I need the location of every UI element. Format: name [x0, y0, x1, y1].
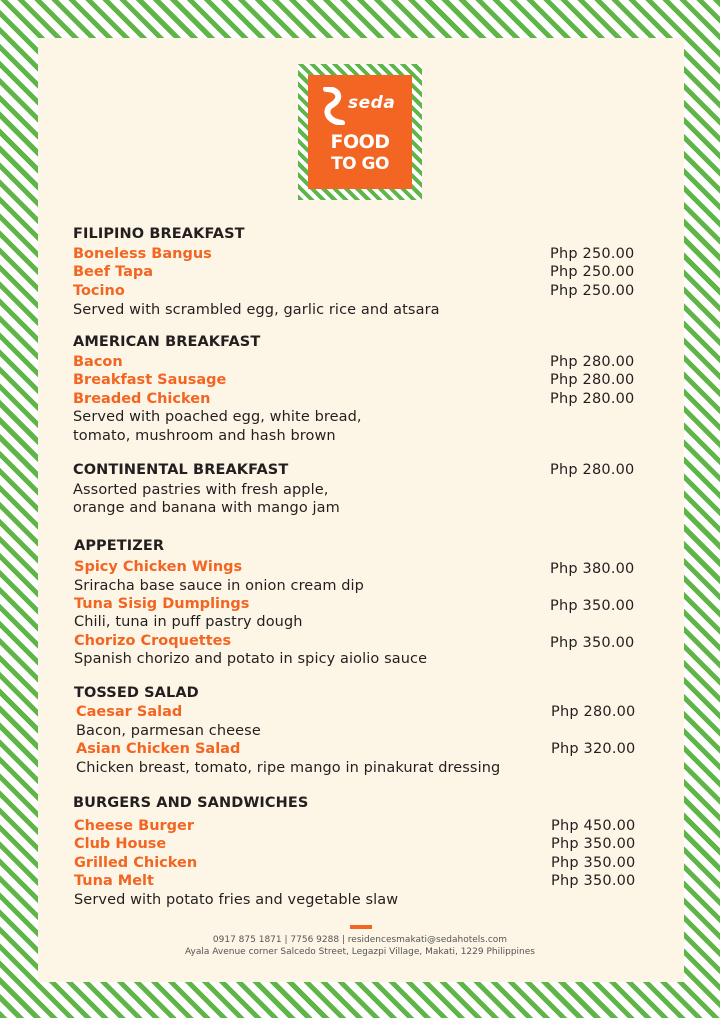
menu-item-name: Club House [74, 836, 167, 852]
footer-address: Ayala Avenue corner Salcedo Street, Legazpi Village, Makati, 1229 Philippines [185, 947, 535, 957]
section-note: Served with potato fries and vegetable slaw [74, 892, 399, 908]
logo-brand-text: seda [348, 93, 396, 113]
menu-item-price: Php 380.00 [550, 561, 635, 577]
menu-item-name: Grilled Chicken [74, 855, 198, 871]
menu-item-name: Tuna Melt [74, 873, 154, 889]
menu-item-desc: Chili, tuna in puff pastry dough [74, 614, 303, 630]
section-note: tomato, mushroom and hash brown [73, 428, 336, 444]
menu-item-price: Php 350.00 [551, 873, 636, 889]
menu-item-price: Php 280.00 [550, 354, 635, 370]
footer-divider [350, 925, 372, 929]
menu-item-price: Php 250.00 [550, 246, 635, 262]
seda-food-to-go-logo [298, 64, 422, 200]
menu-item-price: Php 250.00 [550, 283, 635, 299]
logo-tagline-line2: TO GO [331, 154, 389, 174]
logo-tagline-line1: FOOD [330, 131, 390, 153]
section-title-salad: TOSSED SALAD [74, 685, 199, 701]
menu-item-name: Breakfast Sausage [73, 372, 227, 388]
menu-item-price: Php 350.00 [550, 598, 635, 614]
menu-item-desc: Spanish chorizo and potato in spicy aiolio sauce [74, 651, 428, 667]
menu-item-price: Php 350.00 [551, 855, 636, 871]
menu-item-price: Php 320.00 [551, 741, 636, 757]
menu-item-name: Spicy Chicken Wings [74, 559, 243, 575]
menu-item-price: Php 350.00 [551, 836, 636, 852]
menu-item-price: Php 280.00 [550, 372, 635, 388]
section-title-american: AMERICAN BREAKFAST [73, 334, 261, 350]
menu-item-name: Bacon [73, 354, 123, 370]
menu-item-name: Beef Tapa [73, 264, 154, 280]
section-note: Served with scrambled egg, garlic rice and atsara [73, 302, 440, 318]
menu-item-name: Tocino [73, 283, 125, 299]
menu-item-name: Chorizo Croquettes [74, 633, 232, 649]
footer-contact: 0917 875 1871 | 7756 9288 | residencesmakati@sedahotels.com [212, 935, 508, 945]
menu-item-name: Boneless Bangus [73, 246, 212, 262]
menu-item-name: Breaded Chicken [73, 391, 211, 407]
menu-item-price: Php 250.00 [550, 264, 635, 280]
menu-item-desc: Bacon, parmesan cheese [76, 723, 261, 739]
menu-item-price: Php 280.00 [550, 391, 635, 407]
menu-item-price: Php 450.00 [551, 818, 636, 834]
menu-item-price: Php 280.00 [551, 704, 636, 720]
section-note: orange and banana with mango jam [73, 500, 340, 516]
menu-item-price: Php 350.00 [550, 635, 635, 651]
logo-badge [308, 75, 412, 189]
menu-item-name: Tuna Sisig Dumplings [74, 596, 250, 612]
section-note: Served with poached egg, white bread, [73, 409, 362, 425]
seda-s-mark-icon [322, 87, 346, 125]
section-title-filipino: FILIPINO BREAKFAST [73, 226, 245, 242]
menu-item-name: Cheese Burger [74, 818, 195, 834]
section-title-burgers: BURGERS AND SANDWICHES [73, 795, 309, 811]
menu-item-name: Asian Chicken Salad [76, 741, 241, 757]
menu-item-price: Php 280.00 [550, 462, 635, 478]
section-title-appetizer: APPETIZER [74, 538, 165, 554]
section-note: Assorted pastries with fresh apple, [73, 482, 329, 498]
menu-item-name: Caesar Salad [76, 704, 183, 720]
menu-item-desc: Chicken breast, tomato, ripe mango in pinakurat dressing [76, 760, 501, 776]
menu-item-desc: Sriracha base sauce in onion cream dip [74, 578, 364, 594]
section-title-continental: CONTINENTAL BREAKFAST [73, 462, 289, 478]
